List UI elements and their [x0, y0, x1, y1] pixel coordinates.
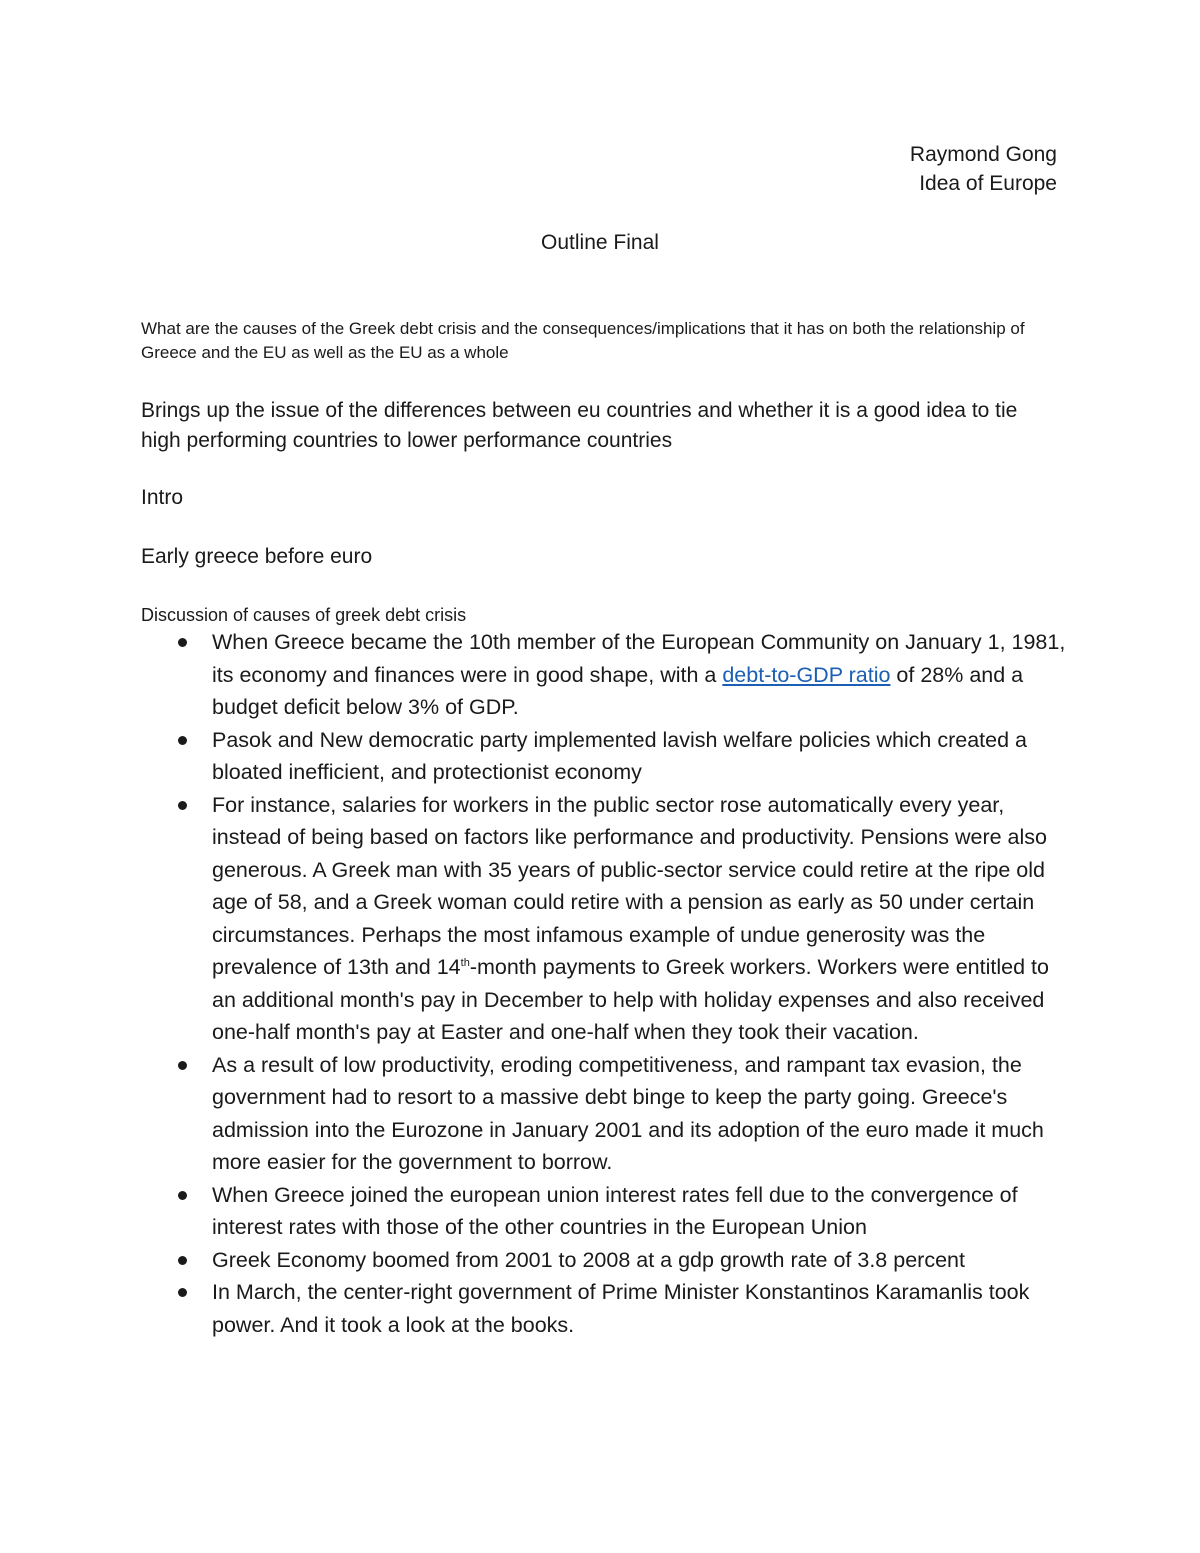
list-item — [141, 724, 1071, 789]
section-early-greece: Early greece before euro — [141, 545, 373, 568]
document-title: Outline Final — [541, 231, 659, 254]
bullet-icon — [178, 1256, 187, 1265]
list-item — [141, 1049, 1071, 1179]
bullet-text: of 28% and a budget deficit below 3% of GDP. — [212, 662, 1024, 719]
debt-to-gdp-link[interactable]: debt-to-GDP ratio — [722, 662, 891, 687]
bullet-icon — [178, 638, 187, 647]
bullet-text: As a result of low productivity, eroding competitiveness, and rampant tax evasion, the government had to resort to a massive debt binge to keep the party going. Greece's admission into the Eurozone in January 2001 and its adoption of the euro made it much more easier for the government to borrow. — [212, 1052, 1044, 1174]
superscript-th: th — [460, 956, 470, 969]
course-name: Idea of Europe — [919, 172, 1057, 195]
research-question: What are the causes of the Greek debt crisis and the consequences/implications that it has on both the relationship of Greece and the EU as well as the EU as a whole — [141, 319, 1025, 362]
causes-bullet-list — [141, 626, 1071, 1341]
bullet-icon — [178, 736, 187, 745]
bullet-icon — [178, 1191, 187, 1200]
bullet-text: When Greece joined the european union interest rates fell due to the convergence of interest rates with those of the other countries in the European Union — [212, 1182, 1018, 1239]
list-item — [141, 626, 1071, 724]
section-causes: Discussion of causes of greek debt crisis — [141, 605, 467, 625]
bullet-icon — [178, 801, 187, 810]
list-item — [141, 1244, 1071, 1277]
list-item — [141, 1179, 1071, 1244]
bullet-text: Pasok and New democratic party implemented lavish welfare policies which created a bloated inefficient, and protectionist economy — [212, 727, 1027, 784]
section-intro: Intro — [141, 486, 184, 509]
list-item — [141, 1276, 1071, 1341]
bullet-icon — [178, 1061, 187, 1070]
bullet-icon — [178, 1288, 187, 1297]
thesis-statement: Brings up the issue of the differences between eu countries and whether it is a good idea to tie high performing countries to lower performance countries — [141, 399, 1018, 452]
bullet-text: For instance, salaries for workers in the public sector rose automatically every year, instead of being based on factors like performance and productivity. Pensions were also generous. A Greek man with 35 years of public-sector service could retire at the ripe old age of 58, and a Greek woman could retire with a pension as early as 50 under certain circumstances. Perhaps the most infamous example of undue generosity was the prevalence of 13th and 14 — [212, 792, 1047, 979]
list-item — [141, 789, 1071, 1049]
bullet-text: When Greece became the 10th member of the European Community on January 1, 1981, its economy and finances were in good shape, with a — [212, 630, 1066, 687]
author-name: Raymond Gong — [909, 143, 1057, 166]
bullet-text: -month payments to Greek workers. Workers were entitled to an additional month's pay in December to help with holiday expenses and also received one-half month's pay at Easter and one-half when they took their vacation. — [212, 955, 1049, 1044]
bullet-text: Greek Economy boomed from 2001 to 2008 at a gdp growth rate of 3.8 percent — [212, 1247, 965, 1272]
bullet-text: In March, the center-right government of Prime Minister Konstantinos Karamanlis took power. And it took a look at the books. — [212, 1280, 1030, 1337]
